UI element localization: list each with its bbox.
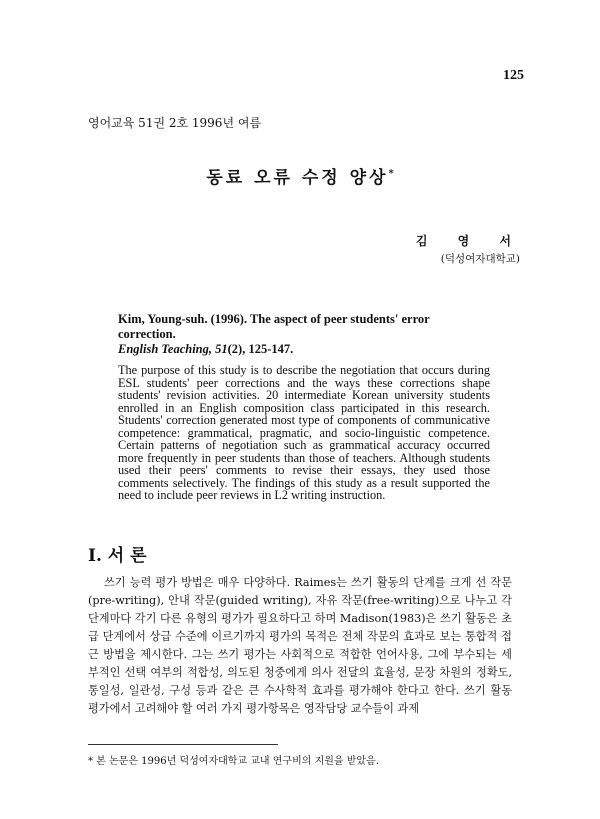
body-paragraph: 쓰기 능력 평가 방법은 매우 다양하다. Raimes는 쓰기 활동의 단계를 크게 선 작문(pre-writing), 안내 작문(guided writing), 자유 작문(free-writing)으로 나누고 각 단계마다 각기 다른 유형의 평가가 필요하다고 하며 Madison(1983)은 쓰기 활동은 초급 단계에서 상급 수준에 이르기까지 평가의 목적은 전체 작문의 효과로 보는 통합적 접근 방법을 제시한다. 그는 쓰기 평가는 사회적으로 적합한 언어사용, 그에 부수되는 세부적인 선택 여부의 적합성, 의도된 청중에게 의사 전달의 효율성, 문장 차원의 정확도, 통일성, 일관성, 구성 등과 같은 큰 수사학적 효과를 평가해야 한다고 한다. 쓰기 활동 평가에서 고려해야 할 여러 가지 평가항목은 영작담당 교수들이 과제 [88,576,512,715]
author-affiliation: (덕성여자대학교) [440,253,520,265]
citation-issue-pages: (2), 125-147. [227,342,294,356]
abstract-text: The purpose of this study is to describe the negotiation that occurs during ESL students' peer corrections and the ways these corrections shape students' revision activities. 20 intermediate Korean university students enrolled in an English composition class participated in this research. Students' correction generated most type of components of communicative competence: grammatical, pragmatic, and socio-linguistic competence. Certain patterns of negotiation such as grammatical accuracy occurred more frequently in peer students than those of teachers. Although students used their peers' comments to revise their essays, they used those comments selectively. The findings of this study as a result supported the need to include peer reviews in L2 writing instruction. [118,363,490,502]
page-number: 125 [503,68,524,83]
abstract-block [118,312,490,502]
paper-title [0,163,600,188]
citation [118,312,490,357]
title-text: 동료 오류 수정 양상 [206,168,389,188]
footnote-divider [88,744,278,745]
title-footnote-mark: * [388,168,394,180]
citation-journal: English Teaching, 51 [118,342,228,356]
author-name: 김 영 서 [415,234,524,248]
journal-line: 영어교육 51권 2호 1996년 여름 [88,116,262,130]
citation-main: Kim, Young-suh. (1996). The aspect of peer students' error correction. [118,312,430,341]
section-heading: I. 서 론 [88,546,147,566]
footnote: * 본 논문은 1996년 덕성여자대학교 교내 연구비의 지원을 받았음. [88,756,379,767]
